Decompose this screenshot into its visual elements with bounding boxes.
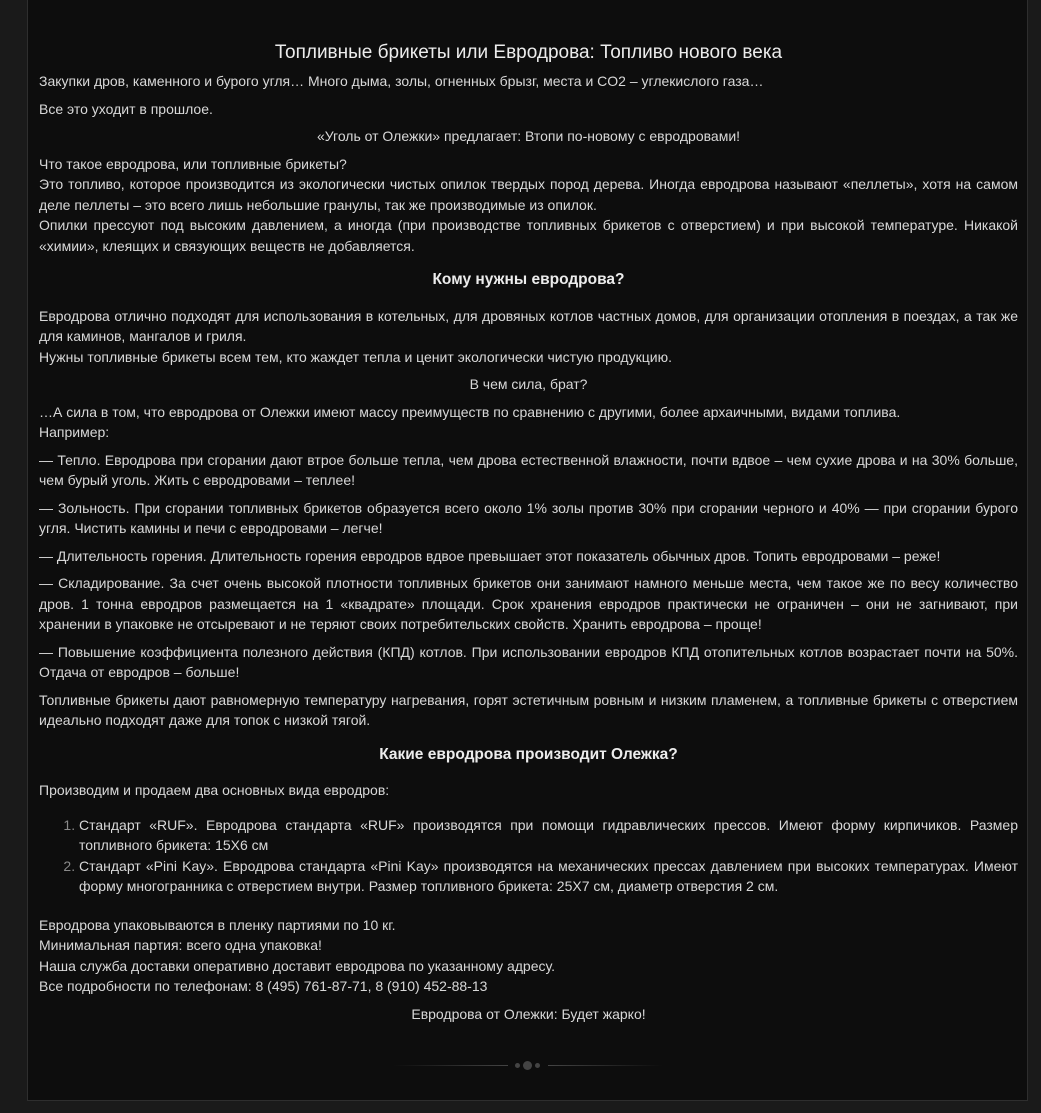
what-is-paragraph: Это топливо, которое производится из экологически чистых опилок твердых пород дерева. Иногда евродрова называют «пеллеты», хотя на самом деле пеллеты – это всего лишь небольшие гранулы, так же производимые из опилок. bbox=[39, 176, 1018, 213]
divider-dot bbox=[535, 1063, 540, 1068]
divider-line-right bbox=[548, 1065, 663, 1066]
product-item-text: Стандарт «RUF». Евродрова стандарта «RUF» производятся при помощи гидравлических прессов. Имеют форму кирпичиков. Размер топливного брикета: 15Х6 см bbox=[79, 816, 1018, 853]
delivery-minimum: Минимальная партия: всего одна упаковка! bbox=[39, 937, 322, 953]
advantage-warmth: — Тепло. Евродрова при сгорании дают втрое больше тепла, чем дрова естественной влажности, почти вдвое – чем сухие дрова и на 30% больше, чем бурый уголь. Жить с евродровами – теплее! bbox=[39, 451, 1018, 488]
delivery-packaging: Евродрова упаковываются в пленку партиями по 10 кг. bbox=[39, 916, 396, 933]
advantage-storage: — Складирование. За счет очень высокой плотности топливных брикетов они занимают намного меньше места, чем такое же по весу количество дров. 1 тонна евродров размещается на 1 «квадрате» площади. Срок хранения евродров практически не ограничен – они не загнивают, при хранении в упаковке не отсыревают и не теряют своих потребительских свойств. Хранить евродрова – проще! bbox=[39, 575, 1018, 632]
advantage-efficiency: — Повышение коэффициента полезного действия (КПД) котлов. При использовании евродров КПД отопительных котлов возрастает почти на 50%. Отдача от евродров – больше! bbox=[39, 643, 1018, 680]
advantage-ash: — Зольность. При сгорании топливных брикетов образуется всего около 1% золы против 30% при сгорании черного и 40% — при сгорании бурого угля. Чистить камины и печи с евродровами – легче! bbox=[39, 499, 1018, 536]
product-item-pini-kay bbox=[79, 856, 1018, 897]
products-heading: Какие евродрова производит Олежка? bbox=[379, 745, 678, 763]
who-needs-heading: Кому нужны евродрова? bbox=[432, 271, 625, 288]
delivery-service: Наша служба доставки оперативно доставит евродрова по указанному адресу. bbox=[39, 957, 555, 974]
product-list bbox=[39, 815, 1018, 897]
strength-question: В чем сила, брат? bbox=[469, 376, 588, 392]
what-is-paragraph: Опилки прессуют под высоким давлением, а иногда (при производстве топливных брикетов с отверстием) и при высокой температуре. Никакой «химии», клеящих и связующих веществ не добавляется. bbox=[39, 217, 1018, 254]
flame-paragraph: Топливные брикеты дают равномерную температуру нагревания, горят эстетичным ровным и низким пламенем, а топливные брикеты с отверстием идеально подходят даже для топок с низкой тягой. bbox=[39, 691, 1018, 728]
delivery-phones: Все подробности по телефонам: 8 (495) 761-87-71, 8 (910) 452-88-13 bbox=[39, 978, 488, 994]
product-item-text: Стандарт «Pini Kay». Евродрова стандарта «Pini Kay» производятся на механических прессах давлением при высоких температурах. Имеют форму многогранника с отверстием внутри. Размер топливного брикета: 25Х7 см, диаметр отверстия 2 см. bbox=[79, 857, 1018, 894]
divider-dot bbox=[515, 1063, 520, 1068]
strength-answer: Например: bbox=[39, 424, 110, 440]
closing-slogan: Евродрова от Олежки: Будет жарко! bbox=[411, 1005, 646, 1022]
advantage-burn-time: — Длительность горения. Длительность горения евродров вдвое превышает этот показатель обычных дров. Топить евродровами – реже! bbox=[39, 547, 941, 564]
article-title: Топливные брикеты или Евродрова: Топливо нового века bbox=[274, 42, 783, 63]
products-intro: Производим и продаем два основных вида евродров: bbox=[39, 782, 390, 798]
intro-paragraph: Закупки дров, каменного и бурого угля… Много дыма, золы, огненных брызг, места и CO2 – углекислого газа… bbox=[39, 73, 764, 89]
what-is-question: Что такое евродрова, или топливные брикеты? bbox=[39, 155, 347, 172]
slogan: «Уголь от Олежки» предлагает: Втопи по-новому с евродровами! bbox=[316, 128, 741, 144]
who-needs-paragraph: Евродрова отлично подходят для использования в котельных, для дровяных котлов частных домов, для организации отопления в поездах, а так же для каминов, мангалов и гриля. bbox=[39, 307, 1018, 344]
divider-line-left bbox=[393, 1065, 508, 1066]
article-panel bbox=[27, 0, 1028, 1101]
divider-dot bbox=[523, 1061, 532, 1070]
product-item-ruf bbox=[79, 815, 1018, 856]
article-content bbox=[39, 40, 1018, 1031]
intro-paragraph: Все это уходит в прошлое. bbox=[39, 100, 213, 117]
strength-answer: …А сила в том, что евродрова от Олежки имеют массу преимуществ по сравнению с другими, более архаичными, видами топлива. bbox=[39, 403, 901, 420]
who-needs-paragraph: Нужны топливные брикеты всем тем, кто жаждет тепла и ценит экологически чистую продукцию. bbox=[39, 348, 672, 365]
decorative-divider bbox=[393, 1060, 663, 1071]
